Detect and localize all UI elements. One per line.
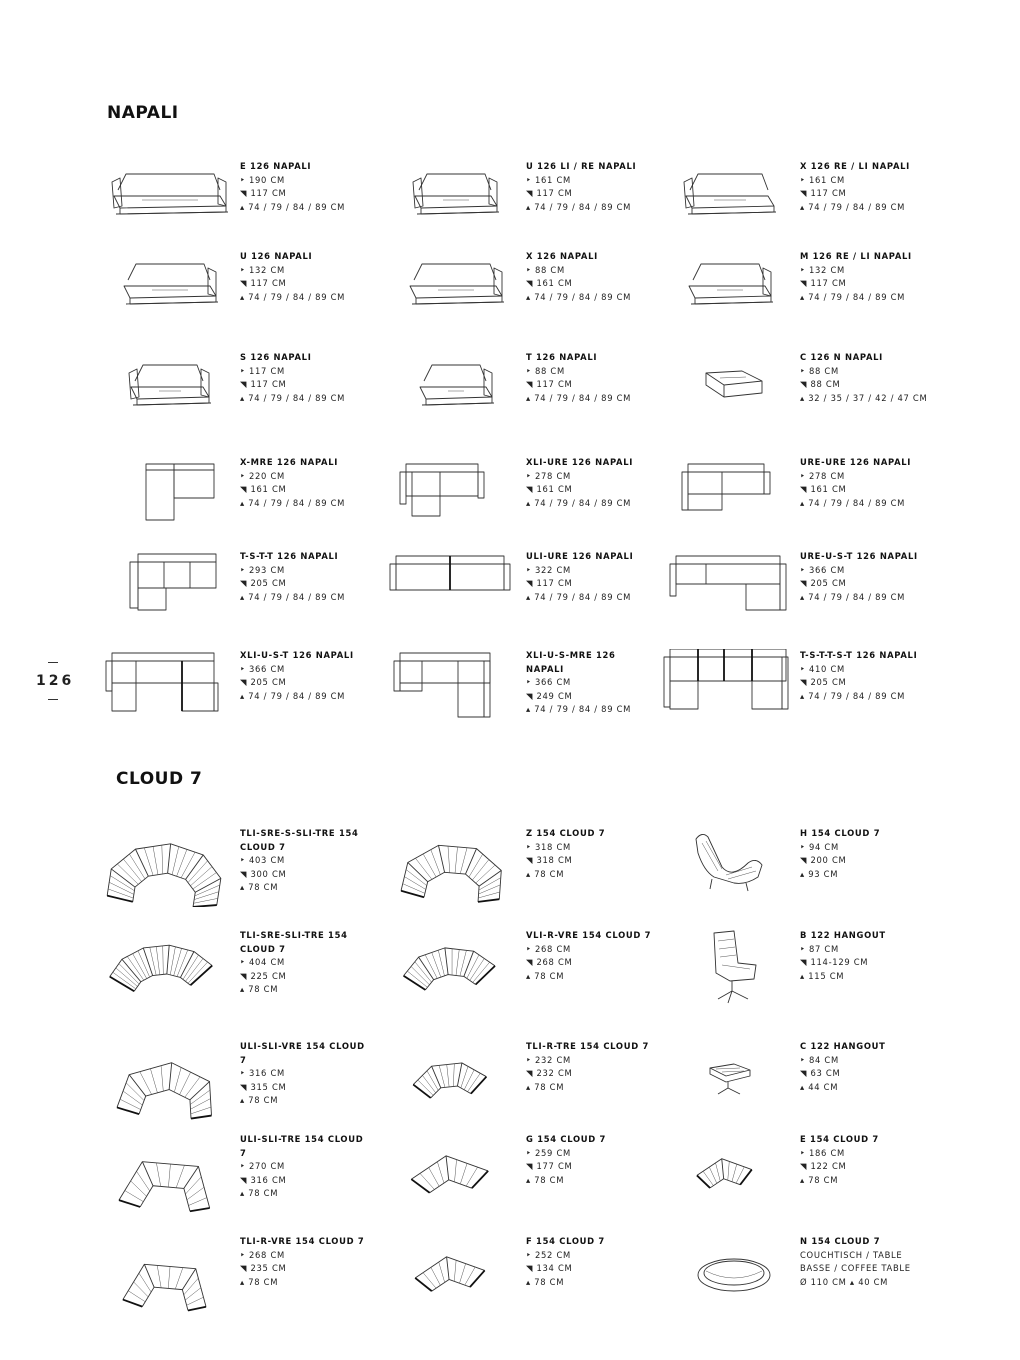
product-dimension: ◥ 200 CM xyxy=(800,855,847,866)
product-dimension: ◥ 161 CM xyxy=(526,278,573,289)
product-item xyxy=(102,929,367,1014)
product-dimension: ▴ 74 / 79 / 84 / 89 CM xyxy=(526,392,632,403)
product-dimension: ◥ 161 CM xyxy=(800,484,847,495)
cloud-small-arc-icon xyxy=(388,1040,518,1120)
product-name: C 126 N NAPALI xyxy=(800,352,883,362)
product-name: ULI-SLI-TRE 154 CLOUD 7 xyxy=(240,1134,364,1158)
cloud-pentagon-icon xyxy=(102,1040,232,1120)
product-dimension: ▴ 78 CM xyxy=(526,1276,565,1287)
product-item xyxy=(662,351,927,436)
cloud-f-icon xyxy=(388,1235,518,1315)
product-item xyxy=(388,456,653,541)
sofa-3seat-icon xyxy=(102,160,232,240)
product-name: TLI-R-TRE 154 CLOUD 7 xyxy=(526,1041,650,1051)
product-dimension: ◥ 117 CM xyxy=(526,188,573,199)
product-dimension: ‣ 366 CM xyxy=(240,663,285,674)
product-dimension: ‣ 410 CM xyxy=(800,663,845,674)
product-dimension: ◥ 117 CM xyxy=(240,379,287,390)
product-dimension: ▴ 74 / 79 / 84 / 89 CM xyxy=(800,201,906,212)
plan-large-corner-icon xyxy=(102,649,232,729)
product-dimension: ▴ 115 CM xyxy=(800,970,845,981)
product-spec xyxy=(240,1040,368,1108)
product-name: TLI-SRE-SLI-TRE 154 CLOUD 7 xyxy=(240,930,348,954)
product-spec xyxy=(240,929,368,997)
product-name: N 154 CLOUD 7 xyxy=(800,1236,881,1246)
product-name: U 126 LI / RE NAPALI xyxy=(526,161,637,171)
product-spec xyxy=(800,649,928,703)
product-dimension: COUCHTISCH / TABLE xyxy=(800,1249,903,1260)
product-dimension: ◥ 117 CM xyxy=(240,188,287,199)
product-dimension: ▴ 78 CM xyxy=(240,882,279,893)
product-name: M 126 RE / LI NAPALI xyxy=(800,251,912,261)
product-spec xyxy=(526,649,654,717)
product-name: E 126 NAPALI xyxy=(240,161,312,171)
product-item xyxy=(662,827,927,912)
product-dimension: ‣ 252 CM xyxy=(526,1249,571,1260)
product-spec xyxy=(800,1040,928,1094)
product-item xyxy=(388,250,653,335)
product-dimension: ◥ 318 CM xyxy=(526,855,573,866)
product-name: XLI-U-S-T 126 NAPALI xyxy=(240,650,354,660)
product-spec xyxy=(526,1040,654,1094)
divider xyxy=(48,662,58,663)
sofa-single-icon xyxy=(388,351,518,431)
plan-l-shape-icon xyxy=(102,550,232,630)
product-name: H 154 CLOUD 7 xyxy=(800,828,881,838)
product-item xyxy=(102,250,367,335)
sofa-chaise-icon xyxy=(388,250,518,330)
product-dimension: ▴ 44 CM xyxy=(800,1081,839,1092)
product-dimension: ‣ 403 CM xyxy=(240,855,285,866)
section-title-napali: NAPALI xyxy=(107,103,179,123)
product-dimension: ‣ 278 CM xyxy=(800,470,845,481)
product-dimension: ▴ 78 CM xyxy=(526,970,565,981)
product-spec xyxy=(800,160,928,214)
product-dimension: ‣ 366 CM xyxy=(526,677,571,688)
product-item xyxy=(388,1040,653,1125)
plan-straight-icon xyxy=(388,550,518,630)
lounger-icon xyxy=(662,827,792,907)
swivel-chair-icon xyxy=(662,929,792,1009)
product-item xyxy=(102,827,367,912)
product-spec xyxy=(800,250,928,304)
plan-double-arm-icon xyxy=(662,456,792,536)
product-dimension: ◥ 117 CM xyxy=(526,578,573,589)
product-spec xyxy=(240,550,368,604)
product-dimension: BASSE / COFFEE TABLE xyxy=(800,1263,911,1274)
product-name: URE-URE 126 NAPALI xyxy=(800,457,912,467)
product-dimension: ‣ 322 CM xyxy=(526,564,571,575)
sofa-corner-arm-icon xyxy=(662,160,792,240)
product-dimension: ◥ 63 CM xyxy=(800,1068,841,1079)
product-dimension: ◥ 114-129 CM xyxy=(800,957,869,968)
product-spec xyxy=(526,1133,654,1187)
product-spec xyxy=(526,456,654,510)
product-name: VLI-R-VRE 154 CLOUD 7 xyxy=(526,930,652,940)
product-item xyxy=(102,1040,367,1125)
section-title-cloud7: CLOUD 7 xyxy=(116,769,203,789)
product-dimension: ‣ 190 CM xyxy=(240,174,285,185)
product-spec xyxy=(800,827,928,881)
product-spec xyxy=(526,250,654,304)
product-dimension: ‣ 117 CM xyxy=(240,365,285,376)
product-item xyxy=(388,1235,653,1320)
product-name: TLI-SRE-S-SLI-TRE 154 CLOUD 7 xyxy=(240,828,359,852)
product-item xyxy=(388,351,653,436)
product-name: T 126 NAPALI xyxy=(526,352,598,362)
page-number xyxy=(36,662,75,700)
product-dimension: ▴ 78 CM xyxy=(526,1174,565,1185)
product-dimension: ‣ 366 CM xyxy=(800,564,845,575)
sofa-half-arm-icon xyxy=(662,250,792,330)
product-name: XLI-U-S-MRE 126 NAPALI xyxy=(526,650,616,674)
product-item xyxy=(662,456,927,541)
cloud-g-icon xyxy=(388,1133,518,1213)
product-dimension: ▴ 74 / 79 / 84 / 89 CM xyxy=(526,201,632,212)
product-dimension: ▴ 74 / 79 / 84 / 89 CM xyxy=(800,591,906,602)
product-name: B 122 HANGOUT xyxy=(800,930,886,940)
product-dimension: ◥ 316 CM xyxy=(240,1174,287,1185)
product-item xyxy=(102,456,367,541)
footstool-icon xyxy=(662,1040,792,1120)
product-dimension: ▴ 74 / 79 / 84 / 89 CM xyxy=(240,392,346,403)
product-item xyxy=(662,250,927,335)
product-spec xyxy=(800,456,928,510)
product-dimension: ▴ 74 / 79 / 84 / 89 CM xyxy=(240,690,346,701)
product-dimension: ‣ 132 CM xyxy=(240,264,285,275)
product-spec xyxy=(526,160,654,214)
product-item xyxy=(662,550,927,635)
product-dimension: ▴ 74 / 79 / 84 / 89 CM xyxy=(800,291,906,302)
product-dimension: ▴ 78 CM xyxy=(526,1081,565,1092)
plan-large-chaise-icon xyxy=(388,649,518,729)
product-dimension: ‣ 278 CM xyxy=(526,470,571,481)
ottoman-icon xyxy=(662,351,792,431)
product-spec xyxy=(800,929,928,983)
product-name: T-S-T-T-S-T 126 NAPALI xyxy=(800,650,918,660)
product-name: ULI-URE 126 NAPALI xyxy=(526,551,634,561)
product-dimension: ▴ 78 CM xyxy=(800,1174,839,1185)
cloud-corner-icon xyxy=(102,1133,232,1213)
product-dimension: ▴ 78 CM xyxy=(240,1276,279,1287)
product-dimension: ‣ 232 CM xyxy=(526,1054,571,1065)
product-dimension: ▴ 74 / 79 / 84 / 89 CM xyxy=(526,291,632,302)
product-dimension: ‣ 186 CM xyxy=(800,1147,845,1158)
product-dimension: ▴ 32 / 35 / 37 / 42 / 47 CM xyxy=(800,392,928,403)
product-dimension: ‣ 259 CM xyxy=(526,1147,571,1158)
plan-u-shape-icon xyxy=(662,649,792,729)
product-item xyxy=(102,550,367,635)
product-dimension: ‣ 268 CM xyxy=(240,1249,285,1260)
product-item xyxy=(662,160,927,245)
product-dimension: ◥ 122 CM xyxy=(800,1161,847,1172)
product-dimension: ◥ 268 CM xyxy=(526,957,573,968)
product-item xyxy=(388,160,653,245)
product-dimension: ‣ 220 CM xyxy=(240,470,285,481)
product-dimension: ‣ 94 CM xyxy=(800,841,839,852)
product-dimension: ◥ 161 CM xyxy=(526,484,573,495)
product-dimension: ◥ 177 CM xyxy=(526,1161,573,1172)
product-name: TLI-R-VRE 154 CLOUD 7 xyxy=(240,1236,365,1246)
product-name: E 154 CLOUD 7 xyxy=(800,1134,879,1144)
product-name: X 126 NAPALI xyxy=(526,251,598,261)
product-spec xyxy=(240,250,368,304)
product-dimension: ‣ 293 CM xyxy=(240,564,285,575)
product-dimension: ▴ 74 / 79 / 84 / 89 CM xyxy=(526,497,632,508)
product-dimension: ‣ 404 CM xyxy=(240,957,285,968)
product-spec xyxy=(240,351,368,405)
product-dimension: ▴ 78 CM xyxy=(240,1095,279,1106)
product-dimension: ◥ 249 CM xyxy=(526,690,573,701)
product-dimension: ‣ 87 CM xyxy=(800,943,839,954)
product-dimension: ▴ 74 / 79 / 84 / 89 CM xyxy=(800,690,906,701)
sofa-corner-icon xyxy=(102,351,232,431)
product-dimension: ◥ 117 CM xyxy=(526,379,573,390)
divider xyxy=(48,699,58,700)
product-spec xyxy=(240,160,368,214)
product-dimension: ‣ 132 CM xyxy=(800,264,845,275)
cloud-e-icon xyxy=(662,1133,792,1213)
product-spec xyxy=(800,1235,928,1289)
product-item xyxy=(388,1133,653,1218)
product-dimension: ▴ 93 CM xyxy=(800,868,839,879)
cloud-arc-icon xyxy=(388,929,518,1009)
sofa-armless-icon xyxy=(102,250,232,330)
product-dimension: ‣ 161 CM xyxy=(526,174,571,185)
product-dimension: ‣ 88 CM xyxy=(526,365,565,376)
product-dimension: ▴ 74 / 79 / 84 / 89 CM xyxy=(526,591,632,602)
product-item xyxy=(102,1133,367,1218)
product-spec xyxy=(800,351,928,405)
product-item xyxy=(102,160,367,245)
product-spec xyxy=(526,351,654,405)
product-dimension: ▴ 74 / 79 / 84 / 89 CM xyxy=(240,591,346,602)
product-dimension: ‣ 161 CM xyxy=(800,174,845,185)
product-dimension: ‣ 318 CM xyxy=(526,841,571,852)
product-dimension: ▴ 78 CM xyxy=(240,1188,279,1199)
cloud-arc-wide-icon xyxy=(102,929,232,1009)
product-dimension: ◥ 205 CM xyxy=(800,677,847,688)
product-dimension: ‣ 88 CM xyxy=(526,264,565,275)
product-name: S 126 NAPALI xyxy=(240,352,312,362)
product-dimension: ◥ 117 CM xyxy=(800,188,847,199)
product-item xyxy=(388,649,653,734)
product-dimension: ▴ 74 / 79 / 84 / 89 CM xyxy=(240,291,346,302)
product-item xyxy=(662,1040,927,1125)
product-dimension: ◥ 235 CM xyxy=(240,1263,287,1274)
cloud-round-large-icon xyxy=(102,827,232,907)
product-dimension: ▴ 74 / 79 / 84 / 89 CM xyxy=(240,497,346,508)
product-item xyxy=(388,550,653,635)
product-item xyxy=(388,827,653,912)
cloud-tli-icon xyxy=(102,1235,232,1315)
product-dimension: ‣ 84 CM xyxy=(800,1054,839,1065)
product-dimension: ◥ 205 CM xyxy=(240,677,287,688)
product-name: URE-U-S-T 126 NAPALI xyxy=(800,551,918,561)
product-name: X 126 RE / LI NAPALI xyxy=(800,161,910,171)
product-spec xyxy=(240,456,368,510)
product-name: F 154 CLOUD 7 xyxy=(526,1236,605,1246)
product-spec xyxy=(526,929,654,983)
product-dimension: ▴ 78 CM xyxy=(526,868,565,879)
product-dimension: ◥ 88 CM xyxy=(800,379,841,390)
product-dimension: ▴ 78 CM xyxy=(240,984,279,995)
product-item xyxy=(388,929,653,1014)
product-spec xyxy=(800,1133,928,1187)
product-item xyxy=(102,649,367,734)
product-spec xyxy=(800,550,928,604)
product-item xyxy=(662,1235,927,1320)
product-dimension: ‣ 268 CM xyxy=(526,943,571,954)
cloud-round-icon xyxy=(388,827,518,907)
product-dimension: ‣ 270 CM xyxy=(240,1161,285,1172)
plan-chaise-icon xyxy=(102,456,232,536)
coffee-table-icon xyxy=(662,1235,792,1315)
plan-chaise-arms-icon xyxy=(388,456,518,536)
product-dimension: ◥ 225 CM xyxy=(240,970,287,981)
product-item xyxy=(102,1235,367,1320)
product-dimension: ◥ 232 CM xyxy=(526,1068,573,1079)
product-dimension: ‣ 316 CM xyxy=(240,1068,285,1079)
product-name: Z 154 CLOUD 7 xyxy=(526,828,606,838)
product-name: X-MRE 126 NAPALI xyxy=(240,457,339,467)
product-spec xyxy=(240,649,368,703)
product-item xyxy=(662,649,927,734)
sofa-arm-unit-icon xyxy=(388,160,518,240)
product-name: XLI-URE 126 NAPALI xyxy=(526,457,634,467)
product-dimension: Ø 110 CM ▴ 40 CM xyxy=(800,1276,889,1287)
product-name: G 154 CLOUD 7 xyxy=(526,1134,607,1144)
product-dimension: ◥ 205 CM xyxy=(240,578,287,589)
plan-corner-icon xyxy=(662,550,792,630)
product-name: ULI-SLI-VRE 154 CLOUD 7 xyxy=(240,1041,365,1065)
product-dimension: ◥ 134 CM xyxy=(526,1263,573,1274)
product-spec xyxy=(240,827,368,895)
page-number-value: 126 xyxy=(36,673,75,689)
product-name: C 122 HANGOUT xyxy=(800,1041,886,1051)
product-dimension: ▴ 74 / 79 / 84 / 89 CM xyxy=(526,704,632,715)
product-dimension: ◥ 117 CM xyxy=(800,278,847,289)
product-dimension: ◥ 315 CM xyxy=(240,1081,287,1092)
product-item xyxy=(662,1133,927,1218)
product-item xyxy=(102,351,367,436)
product-name: U 126 NAPALI xyxy=(240,251,313,261)
product-dimension: ◥ 161 CM xyxy=(240,484,287,495)
product-dimension: ◥ 205 CM xyxy=(800,578,847,589)
product-dimension: ‣ 88 CM xyxy=(800,365,839,376)
product-spec xyxy=(240,1235,368,1289)
product-dimension: ◥ 300 CM xyxy=(240,868,287,879)
product-dimension: ▴ 74 / 79 / 84 / 89 CM xyxy=(240,201,346,212)
product-dimension: ◥ 117 CM xyxy=(240,278,287,289)
product-item xyxy=(662,929,927,1014)
product-spec xyxy=(526,1235,654,1289)
product-spec xyxy=(526,550,654,604)
product-spec xyxy=(240,1133,368,1201)
product-spec xyxy=(526,827,654,881)
product-dimension: ▴ 74 / 79 / 84 / 89 CM xyxy=(800,497,906,508)
product-name: T-S-T-T 126 NAPALI xyxy=(240,551,339,561)
